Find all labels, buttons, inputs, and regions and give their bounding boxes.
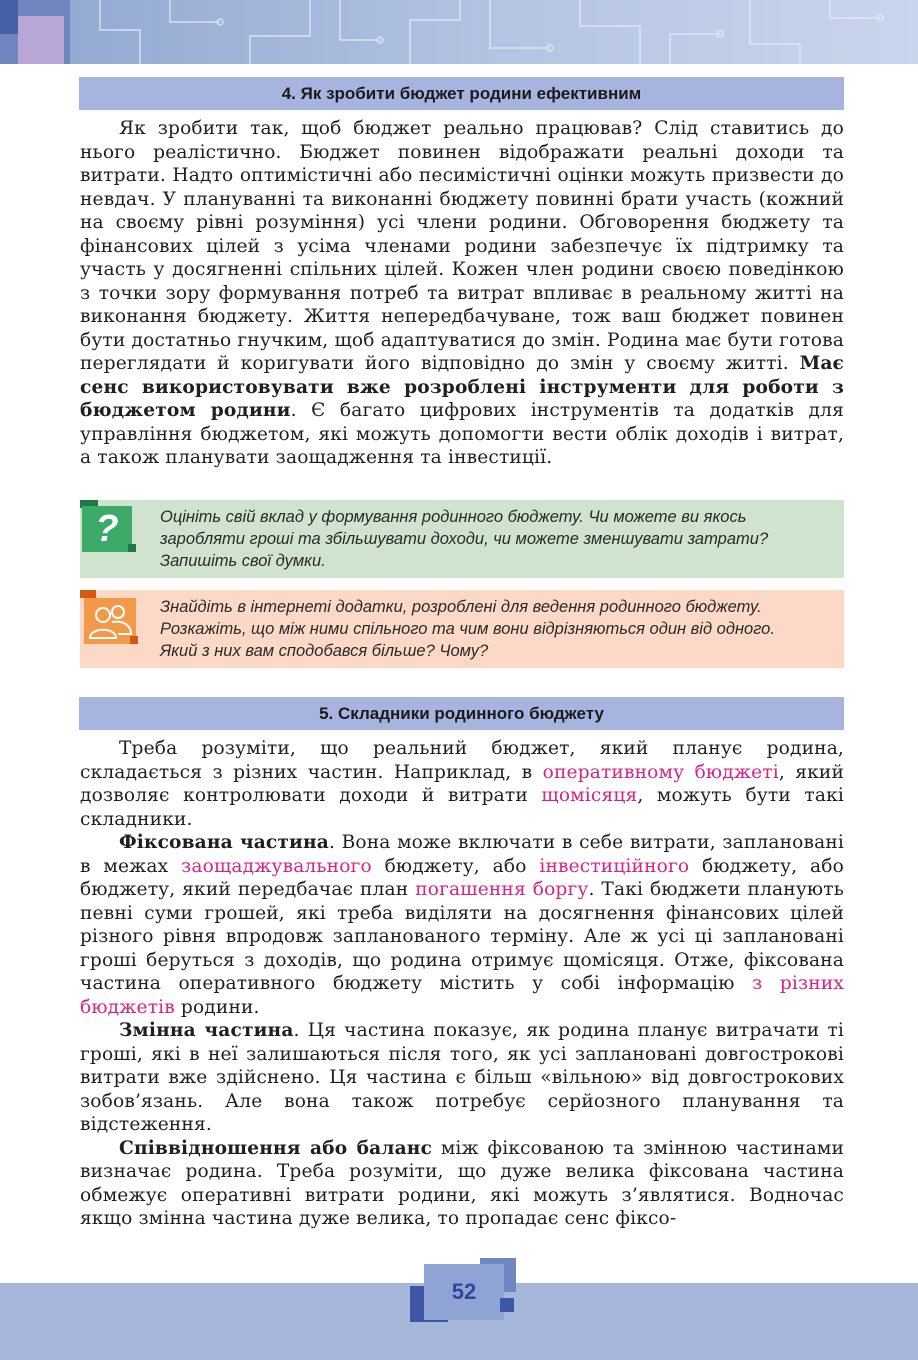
term-link[interactable]: погашення боргу [415,879,589,900]
section-5-paragraph-3: Змінна частина. Ця частина показує, як родина планує витрачати ті гроші, які в неї залишаються після того, як усі заплановані довгострокові витрати вже здійснено. Ця частина є більш «вільною» від довгострокових зобов’язань. Але вона також потребує серйозного планування та відстеження. [80,1020,844,1135]
group-task-text: Знайдіть в інтернеті додатки, розроблені для ведення родинного бюджету. Розкажіть, що між ними спільного та чим вони відрізняються один від одного. Який з них вам сподобався більше? Чому? [160,598,775,660]
page-number: 52 [451,1279,477,1304]
corner-square-dark [0,0,18,34]
section-5-body [80,737,844,1231]
term-link[interactable]: з різних бюджетів [80,973,845,1018]
page-number-block [410,1258,520,1328]
section-5-title: 5. Складники родинного бюджету [79,697,844,730]
question-text: Оцініть свій вклад у формування родинного бюджету. Чи можете ви якось заробляти гроші та збільшувати доходи, чи можете зменшувати затрати? Запишіть свої думки. [160,508,769,570]
group-task-box [80,590,844,668]
question-box [80,500,844,578]
section-4-title: 4. Як зробити бюджет родини ефективним [79,77,844,110]
section-4-paragraph: Як зробити так, щоб бюджет реально працював? Слід ставитись до нього реалістично. Бюджет повинен відображати реальні доходи та витрати. Надто оптимістичні або песимістичні оцінки можуть призвести до невдач. У плануванні та виконанні бюджету повинні брати участь (кожний на своєму рівні розуміння) усі члени родини. Обговорення бюджету та фінансових цілей з усіма членами родини забезпечує їх підтримку та участь у досягненні спільних цілей. Кожен член родини своєю поведінкою з точки зору формування потреб та витрат впливає в реальному житті на виконання бюджету. Життя непередбачуване, тож ваш бюджет повинен бути достатньо гнучким, щоб адаптуватися до змін. Родина має бути готова переглядати й коригувати його відповідно до змін у своєму житті. Має сенс використовувати вже розроблені інструменти для роботи з бюджетом родини. Є багато цифрових інструментів та додатків для управління бюджетом, які можуть допомогти вести облік доходів і витрат, а також планувати заощадження та інвестиції. [80,118,844,468]
section-5-paragraph-1: Треба розуміти, що реальний бюджет, який планує родина, складається з різних частин. Наприклад, в оперативному бюджеті, який дозволяє контролювати доходи й витрати щомісяця, можуть бути такі складники. [80,738,844,830]
term-link[interactable]: щомісяця [541,785,638,806]
top-decorative-band [0,0,918,64]
term-link[interactable]: інвестиційного [539,855,690,877]
term-link[interactable]: заощаджувального [181,855,372,877]
section-5-paragraph-4: Співвідношення або баланс між фіксованою та змінною частинами визначає родина. Треба розуміти, що дуже велика фіксована частина обмежує оперативні витрати родини, які можуть з’являтися. Водночас якщо змінна частина дуже велика, то пропадає сенс фіксо- [80,1137,844,1229]
section-5-paragraph-2: Фіксована частина. Вона може включати в себе витрати, заплановані в межах заощаджувального бюджету, або інвестиційного бюджету, або бюджету, який передбачає план погашення боргу. Такі бюджети планують певні суми грошей, які треба виділяти на досягнення фінансових цілей різного рівня впродовж запланованого терміну. Але ж усі ці заплановані гроші беруться з доходів, що родина отримує щомісяця. Отже, фіксована частина оперативного бюджету містить у собі інформацію з різних бюджетів родини. [80,832,845,1018]
bold-phrase: Має сенс використовувати вже розроблені інструменти для роботи з бюджетом родини [80,353,844,421]
people-icon [84,598,136,644]
term-link[interactable]: оперативному бюджеті [542,761,779,783]
circuit-pattern [80,0,918,64]
question-icon: ? [82,506,132,552]
corner-square-lilac [18,16,64,64]
